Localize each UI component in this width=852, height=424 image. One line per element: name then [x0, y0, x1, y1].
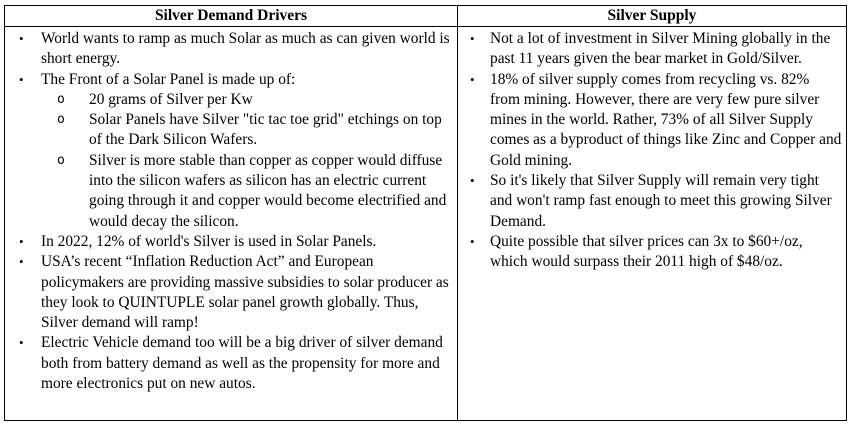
demand-item	[7, 29, 453, 70]
sub-bullet-icon: o	[57, 112, 65, 128]
supply-list	[460, 29, 842, 273]
demand-item-text: The Front of a Solar Panel is made up of:	[41, 70, 296, 88]
header-demand-drivers: Silver Demand Drivers	[5, 6, 458, 27]
bullet-icon: •	[470, 173, 475, 189]
header-silver-supply: Silver Supply	[458, 6, 847, 27]
demand-item-text: Electric Vehicle demand too will be a big driver of silver demand both from battery demand as well as the propensity for more and more electronics put on new autos.	[41, 334, 443, 393]
supply-item-text: 18% of silver supply comes from recycling vs. 82% from mining. However, there are very few pure silver mines in the world. Rather, 73% of all Silver Supply comes as a byproduct of things like Zinc and Copper and Gold mining.	[490, 70, 842, 169]
sub-bullet-icon: o	[57, 152, 65, 168]
demand-item-text: World wants to ramp as much Solar as much as can given world is short energy.	[41, 30, 450, 68]
supply-cell	[458, 27, 847, 421]
demand-item	[7, 70, 453, 232]
supply-item	[460, 232, 842, 273]
bullet-icon: •	[470, 71, 475, 87]
demand-item	[7, 232, 453, 252]
supply-item-text: So it's likely that Silver Supply will remain very tight and won't ramp fast enough to meet this growing Silver Demand.	[490, 172, 832, 230]
sub-item	[41, 90, 453, 110]
demand-item-text: In 2022, 12% of world's Silver is used in Solar Panels.	[41, 232, 377, 250]
comparison-table	[4, 5, 847, 421]
sub-item-text: Silver is more stable than copper as copper would diffuse into the silicon wafers as silicon has an electric current going through it and copper would become electrified and would decay the silicon.	[89, 151, 447, 230]
supply-item	[460, 29, 842, 70]
sub-item	[41, 151, 453, 232]
bullet-icon: •	[470, 31, 475, 46]
bullet-icon: •	[19, 254, 24, 270]
sub-item-text: 20 grams of Silver per Kw	[89, 90, 253, 108]
demand-item-text: USA’s recent “Inflation Reduction Act” and European policymakers are providing massive subsidies to solar producer as they look to QUINTUPLE solar panel growth globally. Thus, Silver demand will ramp!	[41, 253, 449, 332]
bullet-icon: •	[19, 71, 24, 87]
content-row	[5, 27, 847, 421]
header-row	[5, 6, 847, 27]
sub-bullet-icon: o	[57, 91, 65, 107]
solar-panel-sublist	[41, 90, 453, 232]
supply-item	[460, 171, 842, 232]
bullet-icon: •	[19, 31, 24, 46]
bullet-icon: •	[470, 233, 475, 249]
demand-list	[7, 29, 453, 394]
supply-item-text: Quite possible that silver prices can 3x to $60+/oz, which would surpass their 2011 high of $48/oz.	[490, 232, 803, 271]
demand-item	[7, 252, 453, 333]
supply-item-text: Not a lot of investment in Silver Mining globally in the past 11 years given the bear market in Gold/Silver.	[490, 30, 831, 68]
bullet-icon: •	[19, 335, 24, 351]
supply-item	[460, 70, 842, 171]
sub-item-text: Solar Panels have Silver "tic tac toe grid" etchings on top of the Dark Silicon Wafers.	[89, 111, 442, 149]
sub-item	[41, 110, 453, 151]
bullet-icon: •	[19, 233, 24, 249]
demand-item	[7, 333, 453, 394]
demand-cell	[5, 27, 458, 421]
